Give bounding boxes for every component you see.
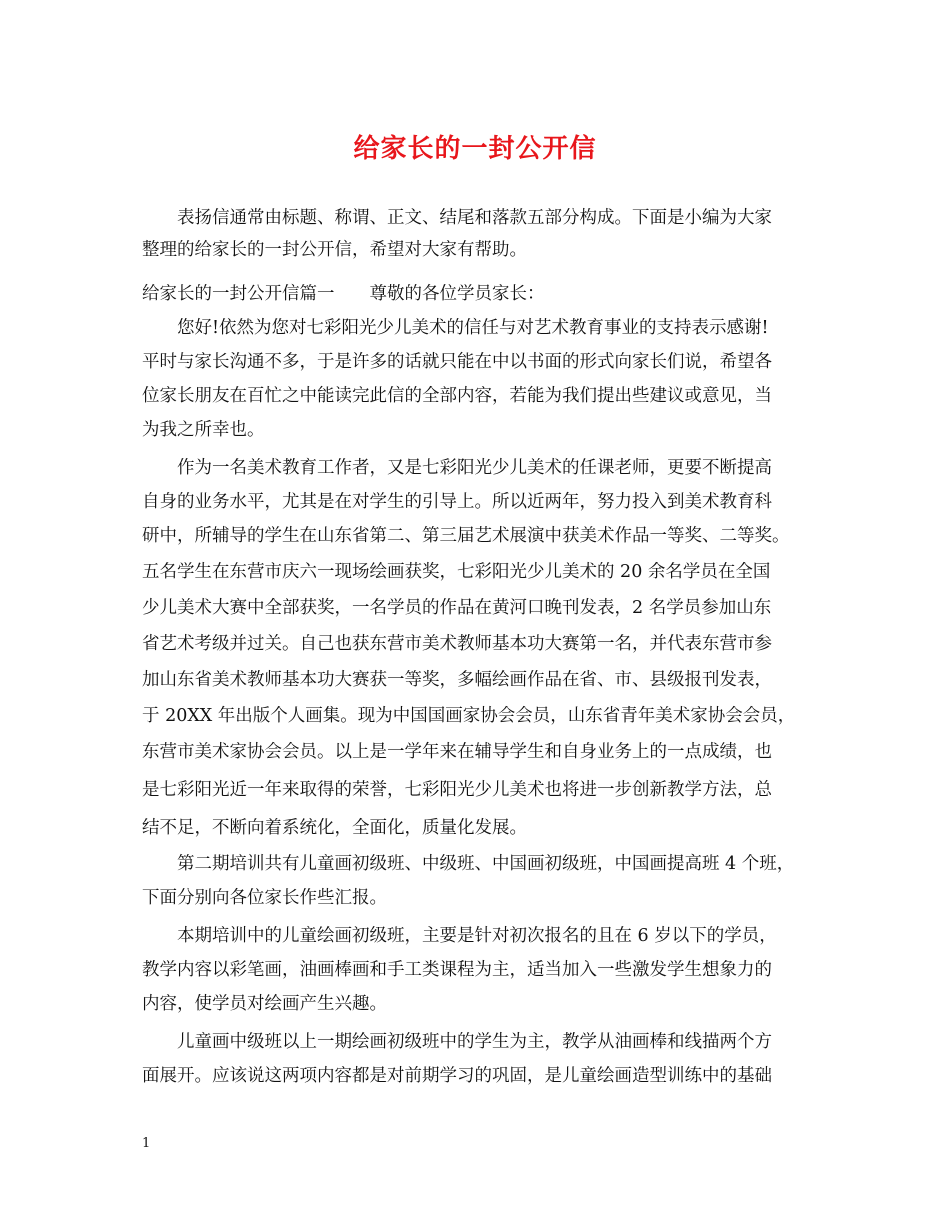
text-line: 教学内容以彩笔画，油画棒画和手工类课程为主，适当加入一些激发学生想象力的 xyxy=(142,960,772,980)
text-line: 给家长的一封公开信篇一 尊敬的各位学员家长： xyxy=(142,284,545,304)
page-number: 1 xyxy=(142,1136,151,1151)
text-line: 第二期培训共有儿童画初级班、中级班、中国画初级班，中国画提高班 4 个班， xyxy=(142,854,795,874)
text-line: 面展开。应该说这两项内容都是对前期学习的巩固，是儿童绘画造型训练中的基础 xyxy=(142,1066,772,1086)
text-line: 整理的给家长的一封公开信，希望对大家有帮助。 xyxy=(142,240,527,260)
text-line: 是七彩阳光近一年来取得的荣誉，七彩阳光少儿美术也将进一步创新教学方法，总 xyxy=(142,780,772,800)
text-line: 下面分别向各位家长作些汇报。 xyxy=(142,888,387,908)
text-line: 于 20XX 年出版个人画集。现为中国国画家协会会员，山东省青年美术家协会会员， xyxy=(142,706,796,726)
text-line: 结不足，不断向着系统化，全面化，质量化发展。 xyxy=(142,818,527,838)
text-line: 儿童画中级班以上一期绘画初级班中的学生为主，教学从油画棒和线描两个方 xyxy=(142,1032,772,1052)
text-line: 本期培训中的儿童绘画初级班，主要是针对初次报名的且在 6 岁以下的学员， xyxy=(142,926,777,946)
text-line: 作为一名美术教育工作者，又是七彩阳光少儿美术的任课老师，更要不断提高 xyxy=(142,458,772,478)
text-line: 为我之所幸也。 xyxy=(142,420,265,440)
text-line: 表扬信通常由标题、称谓、正文、结尾和落款五部分构成。下面是小编为大家 xyxy=(142,208,772,228)
text-line: 平时与家长沟通不多，于是许多的话就只能在中以书面的形式向家长们说，希望各 xyxy=(142,352,772,372)
text-line: 自身的业务水平，尤其是在对学生的引导上。所以近两年，努力投入到美术教育科 xyxy=(142,492,772,512)
document-title: 给家长的一封公开信 xyxy=(353,134,597,164)
text-line: 省艺术考级并过关。自己也获东营市美术教师基本功大赛第一名，并代表东营市参 xyxy=(142,634,772,654)
text-line: 少儿美术大赛中全部获奖，一名学员的作品在黄河口晚刊发表，2 名学员参加山东 xyxy=(142,598,772,618)
text-line: 位家长朋友在百忙之中能读完此信的全部内容，若能为我们提出些建议或意见，当 xyxy=(142,386,772,406)
text-line: 东营市美术家协会会员。以上是一学年来在辅导学生和自身业务上的一点成绩，也 xyxy=(142,742,772,762)
text-line: 您好!依然为您对七彩阳光少儿美术的信任与对艺术教育事业的支持表示感谢! xyxy=(142,318,769,338)
text-line: 五名学生在东营市庆六一现场绘画获奖，七彩阳光少儿美术的 20 余名学员在全国 xyxy=(142,562,771,582)
text-line: 内容，使学员对绘画产生兴趣。 xyxy=(142,994,387,1014)
text-line: 加山东省美术教师基本功大赛获一等奖，多幅绘画作品在省、市、县级报刊发表， xyxy=(142,670,772,690)
text-line: 研中，所辅导的学生在山东省第二、第三届艺术展演中获美术作品一等奖、二等奖。 xyxy=(142,526,790,546)
